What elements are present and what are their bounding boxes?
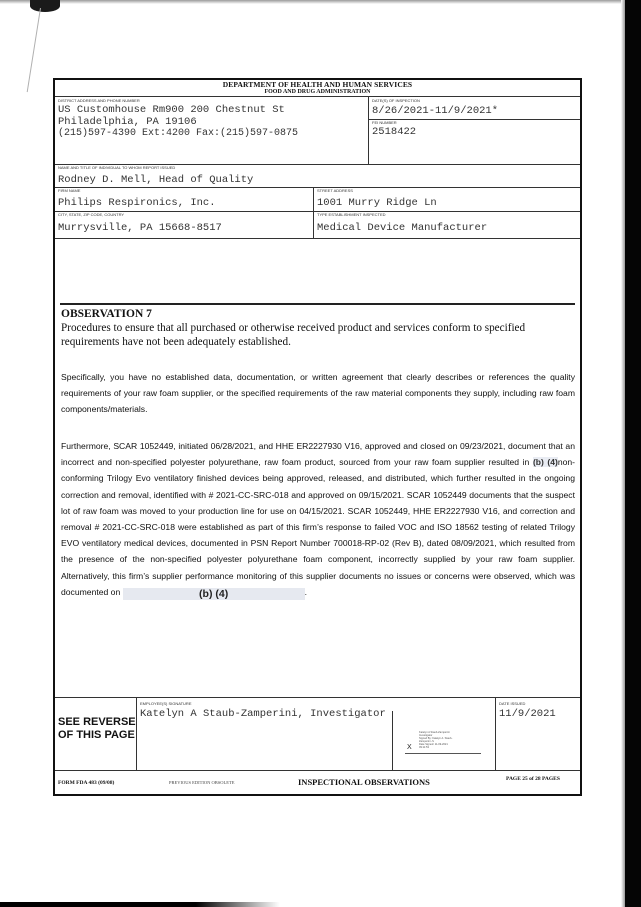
date-issued-value: 11/9/2021 <box>499 708 556 720</box>
redaction-b4-inline: (b) (4) <box>532 457 558 468</box>
divider-dates-fei <box>368 119 580 120</box>
observation-heading: Procedures to ensure that all purchased or otherwise received product and services conform to specified requirements have not been adequately established. <box>61 322 526 348</box>
department-title: DEPARTMENT OF HEALTH AND HUMAN SERVICES <box>222 80 413 89</box>
footer-title: INSPECTIONAL OBSERVATIONS <box>298 777 430 787</box>
divider-sig-1 <box>136 698 137 770</box>
digital-signature-stamp <box>419 731 479 749</box>
scan-top-shadow <box>0 0 641 4</box>
district-line-1: US Customhouse Rm900 200 Chestnut St <box>58 104 285 116</box>
paragraph-2-part-b: non-conforming Trilogy Evo ventilatory finished devices being approved, released, and distributed, which further resulted in the ongoing correction and removal, identified with # 2021-CC-SRC-018 and approved on 09/15/2021. SCAR 1052449 documents that the suspect lot of raw foam was moved to your production line for use on 04/15/2021. SCAR 1052449, HHE ER2227930 V16, and correction and removal # 2021-CC-SRC-018 were established as part of this firm’s response to failed VOC and ISO 18562 testing of related Trilogy EVO ventilatory medical devices, documented in PSN Report Number 700018-RP-02 (Rev B), dated 08/09/2021, which resulted from the presence of the non-specified polyester polyurethane foam component, incorrectly supplied by your raw foam supplier. Alternatively, this firm’s supplier performance monitoring of this supplier documents no issues or concerns were observed, which was documented on <box>61 457 576 597</box>
dates-label: DATE(S) OF INSPECTION <box>372 98 420 103</box>
paragraph-2-part-a: Furthermore, SCAR 1052449, initiated 06/28/2021, and HHE ER2227930 V16, approved and closed on 09/23/2021, document that an incorrect and non-specified polyester polyurethane, raw foam product, sourced from your raw foam supplier resulted in <box>61 441 575 468</box>
form-header <box>55 80 580 97</box>
signature-x-mark: X <box>407 744 412 751</box>
stamp-line: Zamperini -S <box>419 740 434 743</box>
firm-value: Philips Respironics, Inc. <box>58 197 216 209</box>
employee-signature-label: EMPLOYEE(S) SIGNATURE <box>140 701 192 706</box>
observation-title: OBSERVATION 7 <box>61 308 152 320</box>
see-reverse-line-2: OF THIS PAGE <box>58 729 135 741</box>
district-line-2: Philadelphia, PA 19106 <box>58 116 197 128</box>
form-footer <box>55 770 580 794</box>
city-label: CITY, STATE, ZIP CODE, COUNTRY <box>58 212 125 217</box>
stamp-line: Katelyn A Staub-Zamperini <box>419 731 450 734</box>
stamp-line: Signed By: Katelyn A. Staub- <box>419 737 453 740</box>
redaction-b4-block: (b) (4) <box>123 588 305 600</box>
see-reverse-line-1: SEE REVERSE <box>58 716 136 728</box>
observation-paragraph-2 <box>61 438 575 600</box>
recipient-label: NAME AND TITLE OF INDIVIDUAL TO WHOM REPORT ISSUED <box>58 165 176 170</box>
city-value: Murrysville, PA 15668-8517 <box>58 222 222 234</box>
see-reverse-notice <box>58 716 136 742</box>
signature-line <box>405 753 481 754</box>
fei-value: 2518422 <box>372 126 417 138</box>
recipient-value: Rodney D. Mell, Head of Quality <box>58 174 254 186</box>
agency-title: FOOD AND DRUG ADMINISTRATION <box>264 89 371 95</box>
date-issued-label: DATE ISSUED <box>499 701 526 706</box>
type-label: TYPE ESTABLISHMENT INSPECTED <box>317 212 386 217</box>
district-line-3: (215)597-4390 Ext:4200 Fax:(215)597-0875 <box>58 128 299 139</box>
stamp-line: 09:11:53 <box>419 746 429 749</box>
signature-section <box>55 697 580 769</box>
previous-edition-note: PREVIOUS EDITION OBSOLETE <box>169 780 235 785</box>
observation-paragraph-1: Specifically, you have no established data, documentation, or written agreement that clearly describes or references the quality requirements of your raw foam supplier, or the specified requirements of the raw material components they supply, including raw foam components/materials. <box>61 372 575 415</box>
firm-label: FIRM NAME <box>58 188 81 193</box>
divider-sig-2 <box>495 698 496 770</box>
scan-fold-mark <box>30 0 60 12</box>
stamp-line: Date Signed: 11-09-2021 <box>419 743 448 746</box>
observation-rule <box>60 303 575 305</box>
divider-lower-vertical <box>313 187 314 239</box>
employee-signature-value: Katelyn A Staub-Zamperini, Investigator <box>140 708 386 720</box>
scan-bottom-shadow <box>0 902 280 907</box>
type-value: Medical Device Manufacturer <box>317 222 488 234</box>
dates-value: 8/26/2021-11/9/2021* <box>372 105 499 117</box>
street-label: STREET ADDRESS <box>317 188 353 193</box>
divider-upper-vertical <box>368 97 369 164</box>
stamp-line: Investigator <box>419 734 433 737</box>
fei-label: FEI NUMBER <box>372 120 397 125</box>
page-number: PAGE 25 of 28 PAGES <box>506 776 560 782</box>
divider-city-bottom <box>55 238 580 239</box>
form-number: FORM FDA 483 (09/08) <box>58 780 115 786</box>
divider-sig-3 <box>392 711 393 770</box>
paragraph-2-end: . <box>304 586 308 597</box>
scan-fold-line <box>27 8 41 92</box>
street-value: 1001 Murry Ridge Ln <box>317 197 437 209</box>
fda-483-form <box>53 78 582 796</box>
scan-edge-border <box>625 0 641 907</box>
district-label: DISTRICT ADDRESS AND PHONE NUMBER <box>58 98 140 103</box>
